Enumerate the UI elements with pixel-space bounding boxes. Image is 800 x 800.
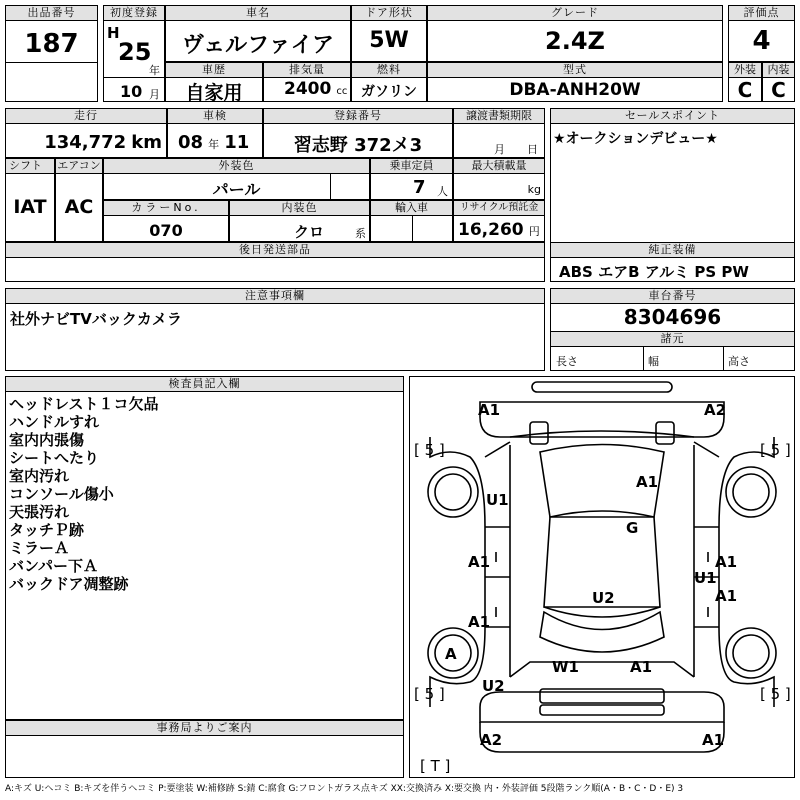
transfer-month: 月 <box>494 143 505 156</box>
caution-label: 注意事項欄 <box>6 289 544 304</box>
inspector-item: ミラーＡ <box>9 539 70 557</box>
mark-trunk: [ T ] <box>420 757 451 775</box>
lot-number-label: 出品番号 <box>6 6 97 21</box>
inspection-year-unit: 年 <box>208 138 220 151</box>
damage-diagram-box <box>409 376 795 778</box>
recycle-label: リサイクル預託金 <box>454 201 544 216</box>
mileage-box <box>5 108 167 158</box>
ext-color-label: 外装色 <box>104 159 369 174</box>
history: 自家用 <box>185 82 243 104</box>
mark-wheel-a: A <box>445 645 457 663</box>
inspector-item: 室内汚れ <box>9 467 70 485</box>
equipment: ABS エアB アルミ PS PW <box>559 263 749 281</box>
max-load-box <box>453 158 545 200</box>
exterior-box <box>728 62 762 102</box>
model: DBA-ANH20W <box>509 80 641 100</box>
ac: AC <box>64 196 94 218</box>
later-parts-box <box>5 242 545 282</box>
history-box <box>165 62 263 102</box>
mileage-label: 走行 <box>6 109 166 124</box>
transfer-day: 日 <box>527 143 538 156</box>
car-name-label: 車名 <box>166 6 350 21</box>
door-label: ドア形状 <box>352 6 426 21</box>
mark-tire-rl: [ 5 ] <box>414 685 445 703</box>
mark-right-front-door: A1 <box>715 553 738 571</box>
mark-tire-fl: [ 5 ] <box>414 441 445 459</box>
car-name: ヴェルファイア <box>181 33 335 58</box>
capacity-unit: 人 <box>437 185 448 198</box>
year-unit: 年 <box>149 64 160 77</box>
office-label: 事務局よりご案内 <box>6 721 403 736</box>
equipment-box <box>550 242 795 282</box>
chassis-box <box>550 288 795 371</box>
fuel-label: 燃料 <box>352 63 426 78</box>
mark-left-front-door: A1 <box>468 553 491 571</box>
mark-rear-bumper-right: A1 <box>702 731 725 749</box>
mark-front-right: A2 <box>704 401 727 419</box>
registration-number-box <box>263 108 453 158</box>
exterior-label: 外装 <box>729 63 761 78</box>
score-label: 評価点 <box>729 6 794 21</box>
inspector-item: バンパー下Ａ <box>9 557 98 575</box>
door-type: 5W <box>369 28 409 53</box>
inspection-box <box>167 108 263 158</box>
interior-box <box>762 62 795 102</box>
shift: IAT <box>13 196 47 218</box>
score-box <box>728 5 795 62</box>
inspector-item: ヘッドレスト１コ欠品 <box>9 395 159 413</box>
equipment-label: 純正装備 <box>551 243 794 258</box>
chassis-label: 車台番号 <box>551 289 794 304</box>
int-color-label: 内装色 <box>230 201 369 216</box>
shift-box <box>5 158 55 242</box>
lot-number: 187 <box>24 29 79 59</box>
inspector-item: コンソール傷小 <box>9 485 114 503</box>
office-box <box>5 720 404 778</box>
import-box <box>370 200 453 242</box>
inspector-item: シートへたり <box>9 449 100 467</box>
mileage-unit: km <box>131 132 162 153</box>
mark-tire-fr: [ 5 ] <box>760 441 791 459</box>
mark-left-fender: U1 <box>486 491 509 509</box>
mark-rear-quarter: U2 <box>482 677 505 695</box>
mark-rear-right: A1 <box>630 658 653 676</box>
exterior-grade: C <box>737 78 753 102</box>
height-label: 高さ <box>728 355 750 368</box>
model-box <box>427 62 723 102</box>
displacement-unit: cc <box>336 86 348 97</box>
era: H <box>107 24 120 42</box>
first-registration-box <box>103 5 165 102</box>
first-registration-label: 初度登録 <box>104 6 164 21</box>
spec-label: 諸元 <box>551 332 794 347</box>
mark-roof: U2 <box>592 589 615 607</box>
ac-label: エアコン <box>57 159 101 172</box>
grade-label: グレード <box>428 6 722 21</box>
shift-label: シフト <box>6 159 54 174</box>
mark-windshield: G <box>626 519 639 537</box>
grade-box <box>427 5 723 62</box>
color-no-box <box>103 200 229 242</box>
displacement: 2400 <box>284 79 332 99</box>
mark-left-rear-door: A1 <box>468 613 491 631</box>
max-load-unit: kg <box>527 183 541 196</box>
recycle-box <box>453 200 545 242</box>
month-unit: 月 <box>149 88 160 101</box>
caution: 社外ナビTVバックカメラ <box>10 310 182 328</box>
inspection-year: 08 <box>178 132 204 153</box>
grade: 2.4Z <box>545 27 605 55</box>
first-reg-year: 25 <box>118 38 152 66</box>
mark-hood: A1 <box>636 473 659 491</box>
transfer-docs-box <box>453 108 545 158</box>
interior-grade: C <box>771 78 786 102</box>
inspector-label: 検査員記入欄 <box>6 377 403 392</box>
ext-color: パール <box>212 180 261 199</box>
chassis-number: 8304696 <box>623 305 722 329</box>
inspector-box <box>5 376 404 720</box>
mark-rear-bumper-left: A2 <box>480 731 503 749</box>
history-label: 車歴 <box>166 63 262 78</box>
mark-rear-left: W1 <box>552 658 579 676</box>
width-label: 幅 <box>648 355 659 368</box>
inspector-item: バックドア凋整跡 <box>9 575 129 593</box>
car-name-box <box>165 5 351 62</box>
color-no-label: カラーNo. <box>104 201 228 216</box>
ext-color-box <box>103 158 370 200</box>
displacement-box <box>263 62 351 102</box>
mark-tire-rr: [ 5 ] <box>760 685 791 703</box>
mark-front-left: A1 <box>478 401 501 419</box>
fuel-box <box>351 62 427 102</box>
inspection-label: 車検 <box>168 109 262 124</box>
mark-right-rear-door: A1 <box>715 587 738 605</box>
lot-number-box <box>5 5 98 102</box>
legend: A:キズ U:ヘコミ B:キズを伴うヘコミ P:要塗装 W:補修跡 S:錆 C:腐食 G:フロントガラス点キズ XX:交換済み X:要交換 内・外装評価 5段階ランク順(A・B・C・D・E) 3 <box>5 784 684 794</box>
inspector-item: 天張汚れ <box>9 503 70 521</box>
import-label: 輸入車 <box>371 201 452 216</box>
inspector-item: 室内内張傷 <box>9 431 85 449</box>
inspector-list <box>6 392 403 596</box>
car-diagram <box>410 377 794 777</box>
first-reg-month: 10 <box>120 82 143 101</box>
inspection-month: 11 <box>224 132 250 153</box>
registration-number-label: 登録番号 <box>264 109 452 124</box>
interior-label: 内装 <box>763 63 794 78</box>
later-parts-label: 後日発送部品 <box>6 243 544 258</box>
registration-number: 習志野 372メ3 <box>293 135 423 156</box>
sales-point-label: セールスポイント <box>551 109 794 124</box>
caution-box <box>5 288 545 371</box>
fuel: ガソリン <box>361 84 417 100</box>
int-color-box <box>229 200 370 242</box>
max-load-label: 最大積載量 <box>454 159 544 174</box>
capacity: 7 <box>413 177 426 198</box>
sales-point: ★オークションデビュー★ <box>553 131 718 147</box>
inspector-item: ハンドルすれ <box>9 413 100 431</box>
mileage: 134,772 <box>44 132 127 153</box>
door-box <box>351 5 427 62</box>
capacity-label: 乗車定員 <box>371 159 452 174</box>
model-label: 型式 <box>428 63 722 78</box>
recycle-fee: 16,260 <box>458 220 524 240</box>
int-color: クロ <box>294 223 325 241</box>
mark-right-door-dent: U1 <box>694 569 717 587</box>
color-no: 070 <box>149 221 183 240</box>
displacement-label: 排気量 <box>264 63 350 78</box>
int-color-unit: 系 <box>355 227 366 240</box>
transfer-docs-label: 譲渡書類期限 <box>454 109 544 124</box>
score: 4 <box>752 26 771 56</box>
recycle-unit: 円 <box>528 225 540 238</box>
capacity-box <box>370 158 453 200</box>
length-label: 長さ <box>556 355 578 368</box>
inspector-item: タッチＰ跡 <box>9 521 85 539</box>
ac-box <box>55 158 103 242</box>
sales-point-box <box>550 108 795 243</box>
